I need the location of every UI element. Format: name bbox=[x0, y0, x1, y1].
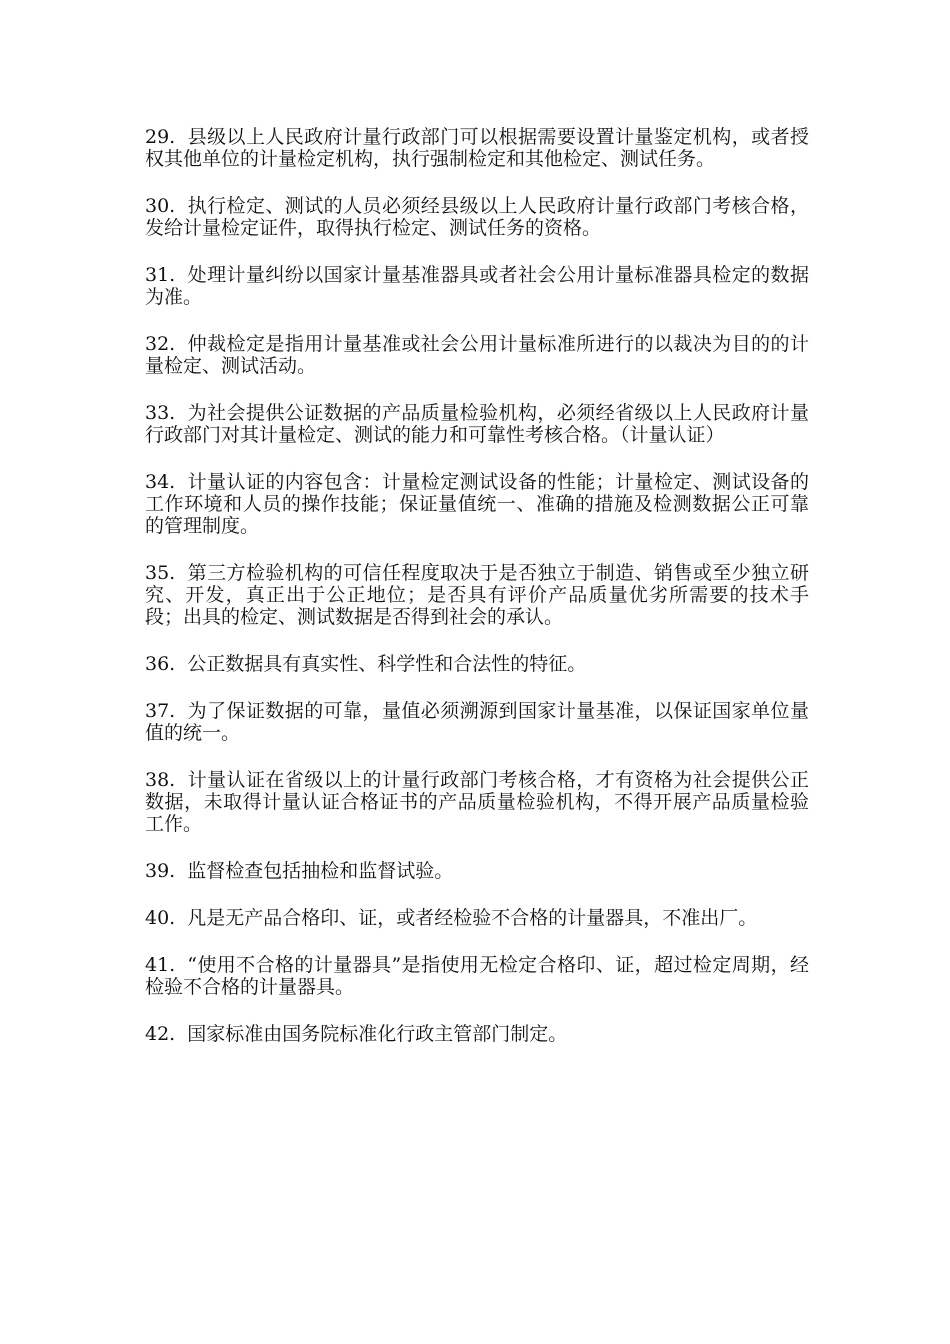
item-text: 公正数据具有真实性、科学性和合法性的特征。 bbox=[187, 653, 587, 675]
item-text: 凡是无产品合格印、证，或者经检验不合格的计量器具，不准出厂。 bbox=[187, 907, 758, 929]
item-text: 县级以上人民政府计量行政部门可以根据需要设置计量鉴定机构，或者授权其他单位的计量检定机构，执行强制检定和其他检定、测试任务。 bbox=[145, 126, 809, 170]
item-text: “使用不合格的计量器具”是指使用无检定合格印、证，超过检定周期，经检验不合格的计量器具。 bbox=[145, 954, 809, 998]
item-39 bbox=[145, 860, 809, 882]
item-number: 31. bbox=[145, 264, 176, 286]
item-number: 33. bbox=[145, 402, 176, 424]
item-number: 36. bbox=[145, 653, 176, 675]
item-40 bbox=[145, 907, 809, 929]
item-text: 为了保证数据的可靠，量值必须溯源到国家计量基准，以保证国家单位量值的统一。 bbox=[145, 700, 809, 744]
item-number: 40. bbox=[145, 907, 176, 929]
item-29 bbox=[145, 126, 809, 170]
item-32 bbox=[145, 333, 809, 377]
item-number: 42. bbox=[145, 1023, 176, 1045]
item-text: 计量认证在省级以上的计量行政部门考核合格，才有资格为社会提供公正数据，未取得计量认证合格证书的产品质量检验机构，不得开展产品质量检验工作。 bbox=[145, 769, 809, 835]
item-36 bbox=[145, 653, 809, 675]
item-text: 为社会提供公证数据的产品质量检验机构，必须经省级以上人民政府计量行政部门对其计量检定、测试的能力和可靠性考核合格。（计量认证） bbox=[145, 402, 809, 446]
item-number: 37. bbox=[145, 700, 176, 722]
item-number: 38. bbox=[145, 769, 176, 791]
item-number: 30. bbox=[145, 195, 176, 217]
item-text: 监督检查包括抽检和监督试验。 bbox=[187, 860, 454, 882]
item-text: 处理计量纠纷以国家计量基准器具或者社会公用计量标准器具检定的数据 为准。 bbox=[145, 264, 829, 308]
item-37 bbox=[145, 700, 809, 744]
item-number: 32. bbox=[145, 333, 176, 355]
item-number: 41. bbox=[145, 954, 176, 976]
item-number: 35. bbox=[145, 562, 176, 584]
item-42 bbox=[145, 1023, 809, 1045]
item-number: 39. bbox=[145, 860, 176, 882]
item-34 bbox=[145, 471, 809, 537]
item-30 bbox=[145, 195, 809, 239]
item-text: 仲裁检定是指用计量基准或社会公用计量标准所进行的以裁决为目的的计量检定、测试活动。 bbox=[145, 333, 809, 377]
item-text: 计量认证的内容包含：计量检定测试设备的性能；计量检定、测试设备的工作环境和人员的操作技能；保证量值统一、准确的措施及检测数据公正可靠的管理制度。 bbox=[145, 471, 809, 537]
item-number: 29. bbox=[145, 126, 176, 148]
item-text: 执行检定、测试的人员必须经县级以上人民政府计量行政部门考核合格，发给计量检定证件，取得执行检定、测试任务的资格。 bbox=[145, 195, 809, 239]
item-number: 34. bbox=[145, 471, 176, 493]
item-text: 第三方检验机构的可信任程度取决于是否独立于制造、销售或至少独立研究、开发，真正出于公正地位；是否具有评价产品质量优劣所需要的技术手段；出具的检定、测试数据是否得到社会的承认。 bbox=[145, 562, 809, 628]
item-33 bbox=[145, 402, 809, 446]
item-35 bbox=[145, 562, 809, 628]
item-41 bbox=[145, 954, 809, 998]
item-text: 国家标准由国务院标准化行政主管部门制定。 bbox=[187, 1023, 568, 1045]
item-31 bbox=[145, 264, 829, 308]
item-38 bbox=[145, 769, 809, 835]
document-page bbox=[145, 126, 829, 1070]
